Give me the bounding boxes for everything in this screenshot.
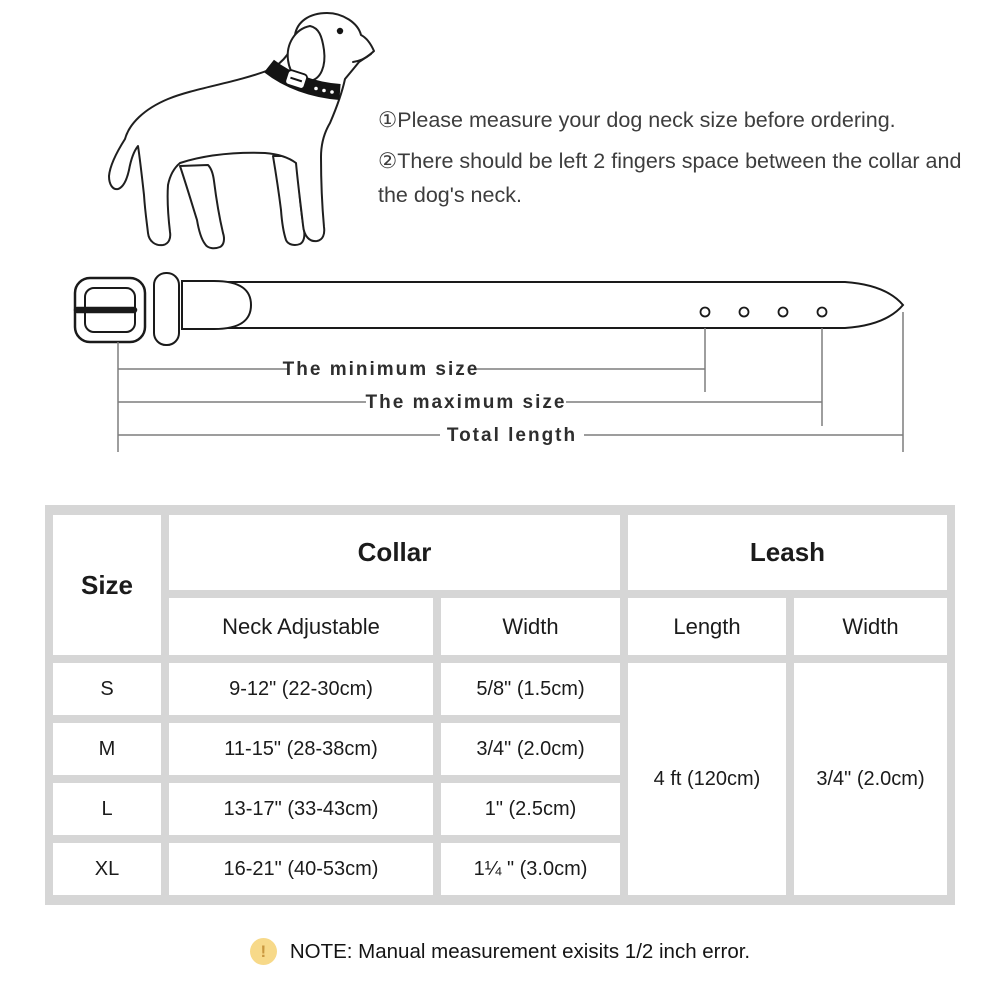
cell-width-l: 1" (2.5cm) — [441, 783, 620, 835]
instruction-step-1: ①Please measure your dog neck size before ordering. — [378, 108, 896, 132]
cell-size-l: L — [53, 783, 161, 835]
minimum-size-label: The minimum size — [282, 359, 480, 380]
cell-neck-m: 11-15" (28-38cm) — [169, 723, 433, 775]
collar-measurement-diagram — [50, 272, 960, 462]
note — [0, 938, 1000, 965]
header-leash-length: Length — [628, 598, 786, 655]
cell-size-xl: XL — [53, 843, 161, 895]
header-collar: Collar — [169, 515, 620, 590]
dog-illustration — [75, 5, 385, 255]
collar-strap — [200, 282, 903, 328]
dog-eye — [337, 28, 343, 34]
measuring-instructions — [378, 104, 963, 220]
maximum-size-label: The maximum size — [365, 392, 567, 413]
note-text: NOTE: Manual measurement exisits 1/2 inch error. — [289, 939, 751, 963]
header-collar-width: Width — [441, 598, 620, 655]
collar-keeper-loop — [154, 273, 179, 345]
exclamation-icon: ! — [250, 938, 277, 965]
cell-leash-width: 3/4" (2.0cm) — [794, 663, 947, 895]
instruction-step-2: ②There should be left 2 fingers space between the collar and the dog's neck. — [378, 148, 962, 207]
header-leash: Leash — [628, 515, 947, 590]
cell-size-m: M — [53, 723, 161, 775]
cell-size-s: S — [53, 663, 161, 715]
collar-strap-fold — [182, 281, 251, 329]
cell-neck-s: 9-12" (22-30cm) — [169, 663, 433, 715]
cell-width-m: 3/4" (2.0cm) — [441, 723, 620, 775]
header-size: Size — [53, 515, 161, 655]
cell-width-s: 5/8" (1.5cm) — [441, 663, 620, 715]
cell-neck-xl: 16-21" (40-53cm) — [169, 843, 433, 895]
cell-neck-l: 13-17" (33-43cm) — [169, 783, 433, 835]
total-length-label: Total length — [446, 425, 578, 446]
header-leash-width: Width — [794, 598, 947, 655]
header-neck-adjustable: Neck Adjustable — [169, 598, 433, 655]
dog-far-hind-leg — [180, 165, 224, 248]
cell-width-xl: 1¼ " (3.0cm) — [441, 843, 620, 895]
dog-body-outline — [109, 13, 374, 245]
size-table — [45, 505, 955, 905]
cell-leash-length: 4 ft (120cm) — [628, 663, 786, 895]
